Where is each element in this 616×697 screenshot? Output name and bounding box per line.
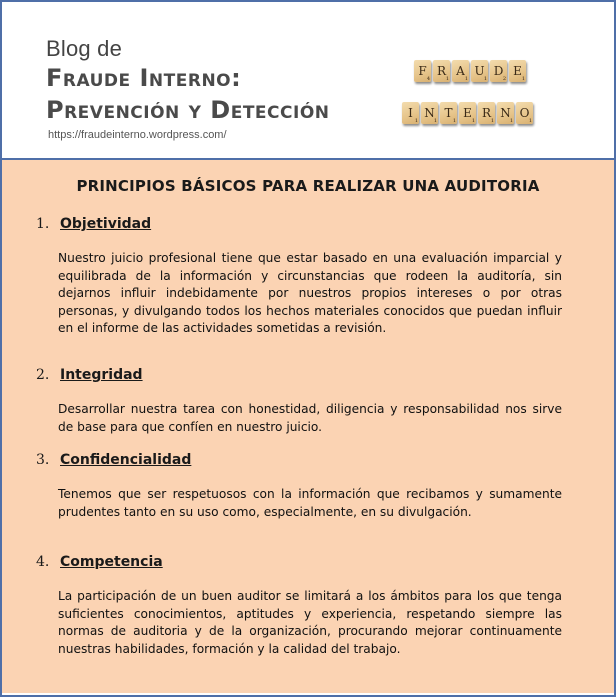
section-number: 1.	[36, 216, 50, 232]
section-number: 2.	[36, 367, 50, 383]
blog-title-line-1: Fraude Interno:	[46, 64, 242, 92]
scrabble-tile: E 1	[459, 102, 476, 124]
section-title: Objetividad	[60, 216, 152, 232]
section-number: 4.	[36, 554, 50, 570]
scrabble-tile: D 2	[490, 60, 507, 82]
section-title: Integridad	[60, 367, 143, 383]
principles-panel	[2, 160, 614, 693]
scrabble-tile: F 4	[414, 60, 431, 82]
scrabble-tile: A 1	[452, 60, 469, 82]
scrabble-tiles-interno	[402, 102, 533, 124]
section-heading-integridad	[36, 367, 143, 383]
section-text-competencia: La participación de un buen auditor se limitará a los ámbitos para los que tenga suficientes conocimientos, aptitudes y experiencia, respetando siempre las normas de auditoria y de la organización, procurando mejorar continuamente nuestras habilidades, formación y la calidad del trabajo.	[58, 589, 562, 656]
scrabble-tile: U 1	[471, 60, 488, 82]
blog-title-line-2: Prevención y Detección	[46, 96, 330, 124]
section-number: 3.	[36, 452, 50, 468]
scrabble-tile: T 1	[440, 102, 457, 124]
scrabble-tile: R 1	[433, 60, 450, 82]
blog-header	[2, 2, 614, 160]
section-title: Confidencialidad	[60, 452, 192, 468]
scrabble-tile: N 1	[421, 102, 438, 124]
section-heading-confidencialidad	[36, 452, 191, 468]
scrabble-tile: R 1	[478, 102, 495, 124]
section-text-confidencialidad: Tenemos que ser respetuosos con la información que recibamos y sumamente prudentes tanto en su uso como, especialmente, en su divulgación.	[58, 487, 562, 519]
section-text-integridad: Desarrollar nuestra tarea con honestidad, diligencia y responsabilidad nos sirve de base para que confíen en nuestro juicio.	[58, 402, 562, 434]
scrabble-tile: I 1	[402, 102, 419, 124]
scrabble-tile: O 1	[516, 102, 533, 124]
scrabble-tile: E 1	[509, 60, 526, 82]
page-title: PRINCIPIOS BÁSICOS PARA REALIZAR UNA AUDITORIA	[76, 177, 540, 195]
section-heading-competencia	[36, 554, 163, 570]
scrabble-tile: N 1	[497, 102, 514, 124]
section-heading-objetividad	[36, 216, 151, 232]
blog-prefix: Blog de	[46, 36, 123, 61]
section-title: Competencia	[60, 554, 163, 570]
section-text-objetividad: Nuestro juicio profesional tiene que estar basado en una evaluación imparcial y equilibrada de la información y circunstancias que rodeen la auditoría, sin dejarnos influir indebidamente por nuestros propios intereses o por otras personas, y divulgando todos los hechos materiales conocidos que puedan influir en el informe de las actividades sometidas a revisión.	[58, 251, 562, 336]
scrabble-tiles-fraude	[414, 60, 526, 82]
blog-url[interactable]: https://fraudeinterno.wordpress.com/	[48, 129, 227, 141]
